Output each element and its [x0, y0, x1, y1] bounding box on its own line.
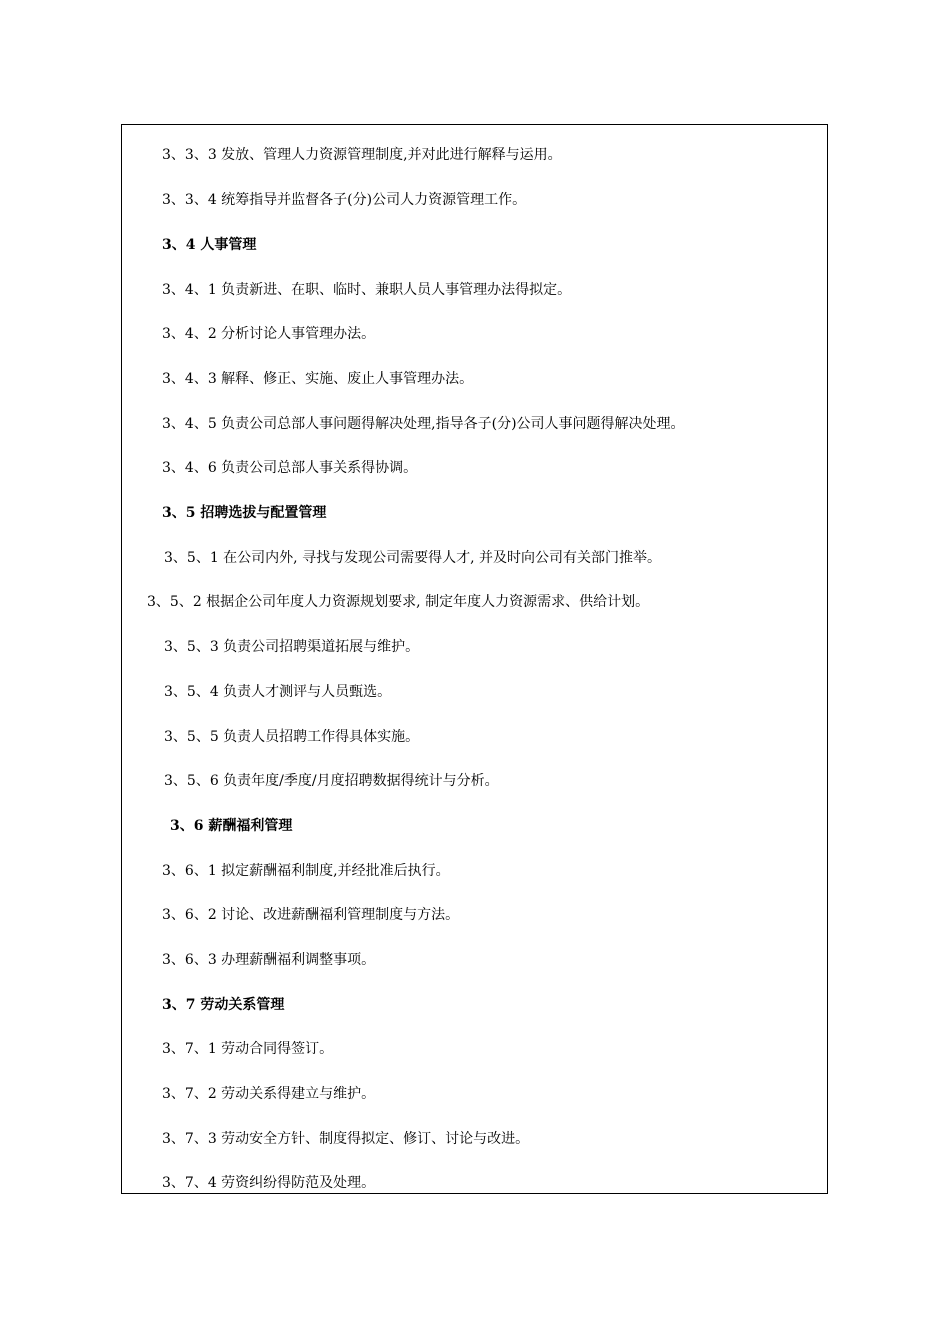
item-3-6-3: 3、6、3 办理薪酬福利调整事项。 — [162, 952, 376, 968]
item-3-5-1: 3、5、1 在公司内外, 寻找与发现公司需要得人才, 并及时向公司有关部门推举。 — [164, 550, 661, 566]
item-3-3-3: 3、3、3 发放、管理人力资源管理制度,并对此进行解释与运用。 — [162, 147, 562, 163]
item-3-7-1: 3、7、1 劳动合同得签订。 — [162, 1041, 334, 1057]
item-3-4-1: 3、4、1 负责新进、在职、临时、兼职人员人事管理办法得拟定。 — [162, 282, 572, 298]
item-3-4-6: 3、4、6 负责公司总部人事关系得协调。 — [162, 460, 418, 476]
item-3-4-5: 3、4、5 负责公司总部人事问题得解决处理,指导各子(分)公司人事问题得解决处理。 — [162, 416, 685, 432]
section-heading-3-7: 3、7 劳动关系管理 — [162, 997, 285, 1013]
item-3-5-3: 3、5、3 负责公司招聘渠道拓展与维护。 — [164, 639, 420, 655]
item-3-7-4: 3、7、4 劳资纠纷得防范及处理。 — [162, 1175, 376, 1191]
section-heading-3-4: 3、4 人事管理 — [162, 237, 257, 253]
item-3-5-4: 3、5、4 负责人才测评与人员甄选。 — [164, 684, 392, 700]
item-3-5-6: 3、5、6 负责年度/季度/月度招聘数据得统计与分析。 — [164, 773, 499, 789]
item-3-6-1: 3、6、1 拟定薪酬福利制度,并经批准后执行。 — [162, 863, 450, 879]
item-3-7-2: 3、7、2 劳动关系得建立与维护。 — [162, 1086, 376, 1102]
item-3-5-5: 3、5、5 负责人员招聘工作得具体实施。 — [164, 729, 420, 745]
item-3-6-2: 3、6、2 讨论、改进薪酬福利管理制度与方法。 — [162, 907, 460, 923]
item-3-7-3: 3、7、3 劳动安全方针、制度得拟定、修订、讨论与改进。 — [162, 1131, 530, 1147]
item-3-4-3: 3、4、3 解释、修正、实施、废止人事管理办法。 — [162, 371, 474, 387]
section-heading-3-5: 3、5 招聘选拔与配置管理 — [162, 505, 327, 521]
item-3-5-2: 3、5、2 根据企公司年度人力资源规划要求, 制定年度人力资源需求、供给计划。 — [147, 594, 650, 610]
item-3-3-4: 3、3、4 统筹指导并监督各子(分)公司人力资源管理工作。 — [162, 192, 527, 208]
item-3-4-2: 3、4、2 分析讨论人事管理办法。 — [162, 326, 376, 342]
section-heading-3-6: 3、6 薪酬福利管理 — [170, 818, 293, 834]
